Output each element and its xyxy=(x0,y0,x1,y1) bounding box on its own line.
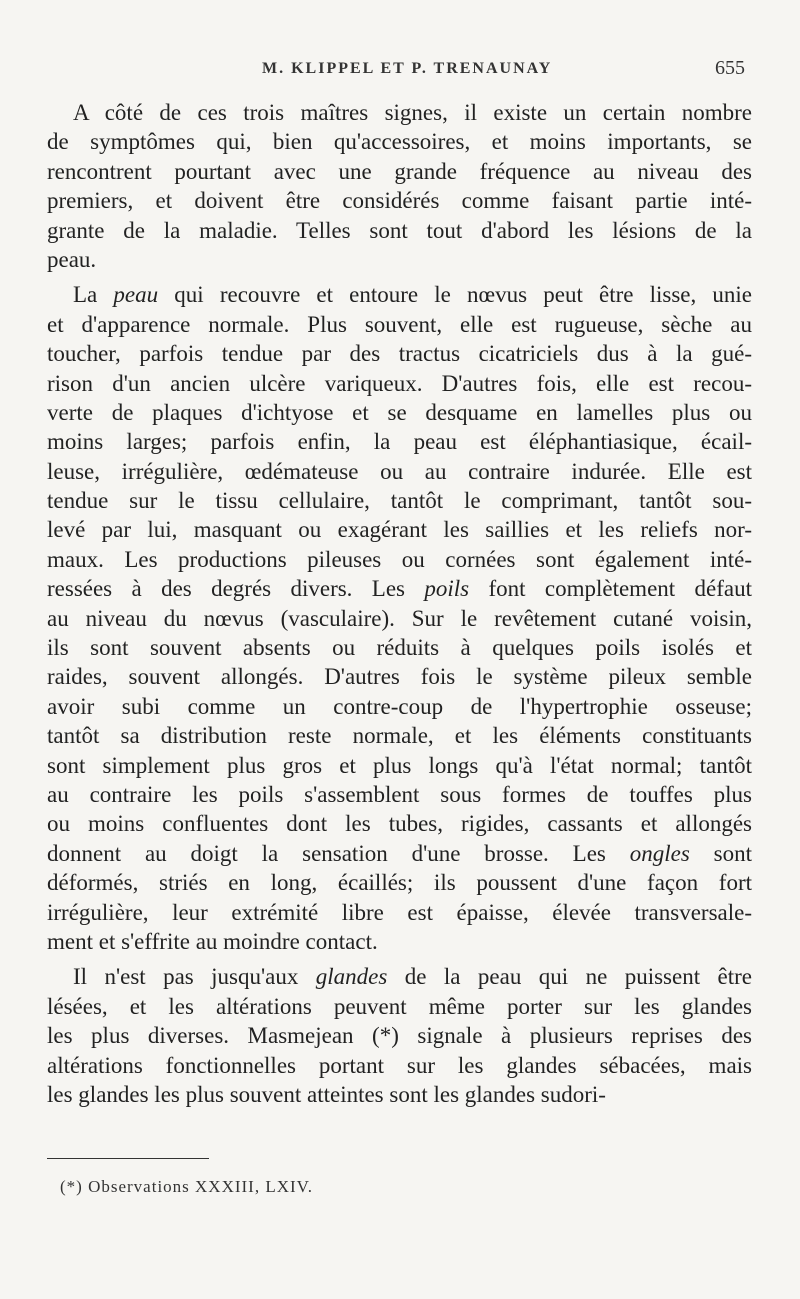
text-line: premiers, et doivent être considérés comme faisant partie inté- xyxy=(47,188,752,214)
text-line: ment et s'effrite au moindre contact. xyxy=(47,928,378,954)
text-line: sont simplement plus gros et plus longs qu'à l'état normal; tantôt xyxy=(47,752,752,778)
text-line: moins larges; parfois enfin, la peau est éléphantiasique, écail- xyxy=(47,429,752,455)
text-line: donnent au doigt la sensation d'une brosse. Les ongles sont xyxy=(47,840,752,866)
running-head xyxy=(0,57,800,82)
footnote-rule xyxy=(47,1158,209,1159)
text-line: ils sont souvent absents ou réduits à quelques poils isolés et xyxy=(47,635,752,661)
text-line: ou moins confluentes dont les tubes, rigides, cassants et allongés xyxy=(47,811,752,837)
page-number: 655 xyxy=(715,57,745,79)
text-line: toucher, parfois tendue par des tractus cicatriciels dus à la gué- xyxy=(47,341,752,367)
text-line: peau. xyxy=(47,246,97,272)
text-line: irrégulière, leur extrémité libre est épaisse, élevée transversale- xyxy=(47,899,752,925)
text-line: Il n'est pas jusqu'aux glandes de la peau qui ne puissent être xyxy=(73,964,752,990)
text-line: de symptômes qui, bien qu'accessoires, et moins importants, se xyxy=(47,129,752,155)
text-line: levé par lui, masquant ou exagérant les saillies et les reliefs nor- xyxy=(47,517,752,543)
text-line: tendue sur le tissu cellulaire, tantôt le comprimant, tantôt sou- xyxy=(47,488,752,514)
text-line: verte de plaques d'ichtyose et se desquame en lamelles plus ou xyxy=(47,399,752,425)
text-line: les plus diverses. Masmejean (*) signale à plusieurs reprises des xyxy=(47,1023,752,1049)
text-line: grante de la maladie. Telles sont tout d'abord les lésions de la xyxy=(47,217,752,243)
text-line: maux. Les productions pileuses ou cornées sont également inté- xyxy=(47,546,752,572)
text-line: tantôt sa distribution reste normale, et les éléments constituants xyxy=(47,723,752,749)
header-authors: M. KLIPPEL ET P. TRENAUNAY xyxy=(262,60,553,77)
text-line: ressées à des degrés divers. Les poils font complètement défaut xyxy=(47,576,752,602)
text-line: leuse, irrégulière, œdémateuse ou au contraire indurée. Elle est xyxy=(47,458,752,484)
paragraph xyxy=(47,98,752,274)
body-text xyxy=(47,98,752,1109)
text-line: rencontrent pourtant avec une grande fréquence au niveau des xyxy=(47,158,752,184)
text-line: altérations fonctionnelles portant sur les glandes sébacées, mais xyxy=(47,1052,752,1078)
text-line: déformés, striés en long, écaillés; ils poussent d'une façon fort xyxy=(47,870,752,896)
text-line: lésées, et les altérations peuvent même porter sur les glandes xyxy=(47,993,752,1019)
paragraph xyxy=(47,280,752,956)
footnote: (*) Observations XXXIII, LXIV. xyxy=(60,1177,314,1196)
text-line: La peau qui recouvre et entoure le nœvus peut être lisse, unie xyxy=(73,282,752,308)
paragraph xyxy=(47,962,752,1109)
text-line: au contraire les poils s'assemblent sous formes de touffes plus xyxy=(47,781,752,807)
text-line: et d'apparence normale. Plus souvent, elle est rugueuse, sèche au xyxy=(47,311,752,337)
text-line: rison d'un ancien ulcère variqueux. D'autres fois, elle est recou- xyxy=(47,370,752,396)
text-line: A côté de ces trois maîtres signes, il existe un certain nombre xyxy=(73,100,752,125)
text-line: au niveau du nœvus (vasculaire). Sur le revêtement cutané voisin, xyxy=(47,605,752,631)
text-line: raides, souvent allongés. D'autres fois le système pileux semble xyxy=(47,664,752,690)
text-line: les glandes les plus souvent atteintes sont les glandes sudori- xyxy=(47,1081,606,1107)
text-line: avoir subi comme un contre-coup de l'hypertrophie osseuse; xyxy=(47,693,752,719)
